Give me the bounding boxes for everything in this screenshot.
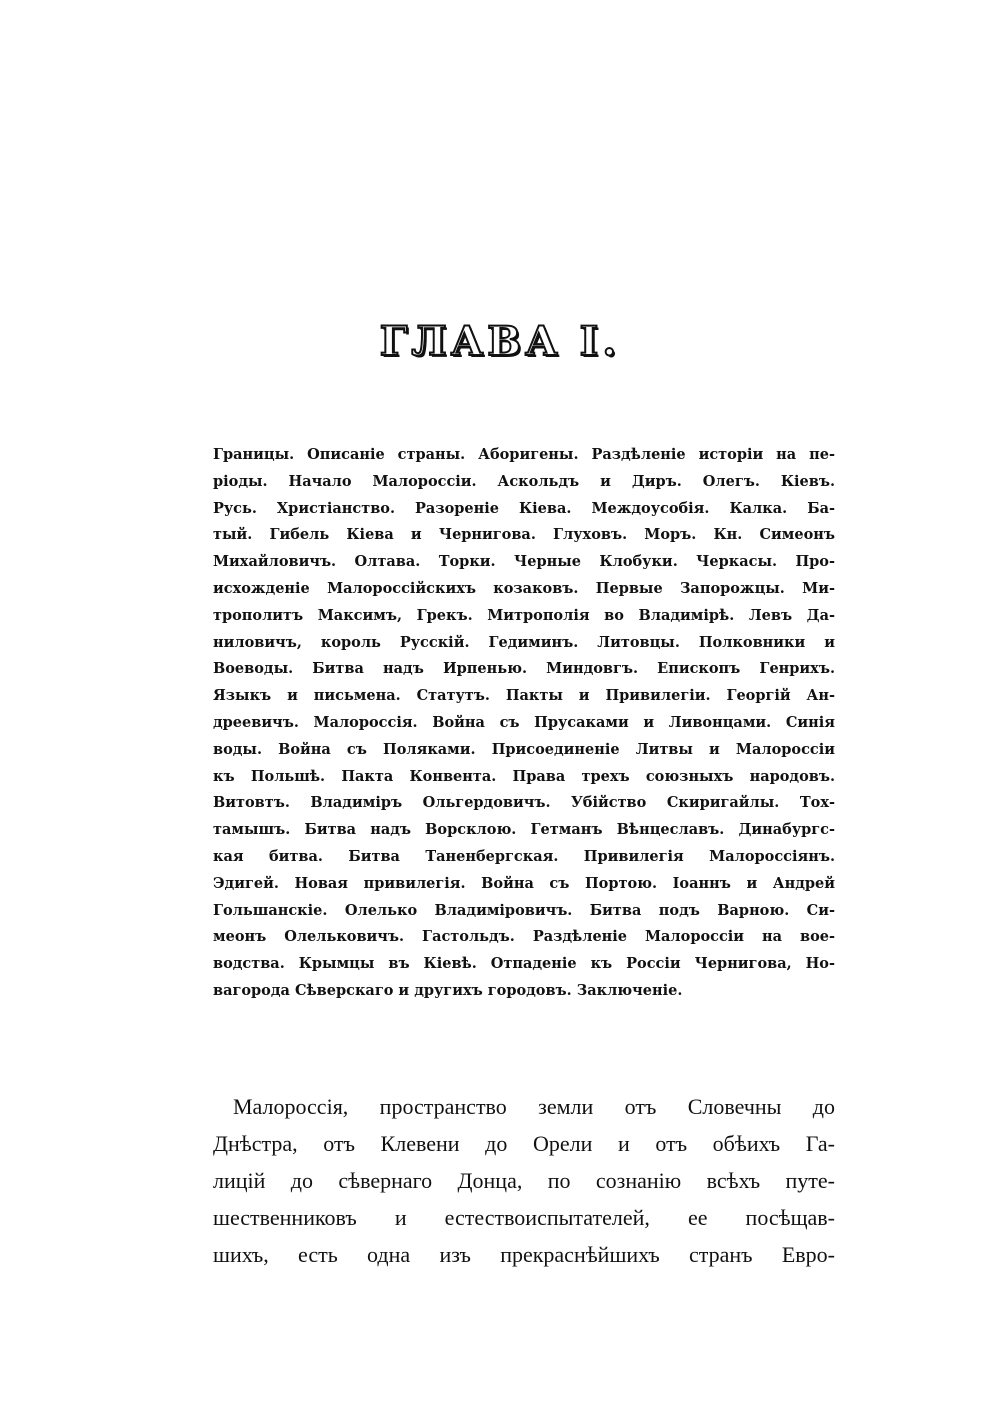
body-line: Малороссія, пространство земли отъ Словечны до [233,1094,835,1119]
summary-line: воды. Война съ Поляками. Присоединеніе Литвы и Малороссіи [213,740,835,758]
body-paragraph [213,1088,835,1273]
summary-line: дреевичъ. Малороссія. Война съ Прусаками и Ливонцами. Синія [213,713,835,731]
summary-line: кая битва. Битва Таненбергская. Привилегія Малороссіянъ. [213,847,835,865]
summary-line: къ Польшѣ. Пакта Конвента. Права трехъ союзныхъ народовъ. [213,767,835,785]
body-line: шихъ, есть одна изъ прекраснѣйшихъ странъ Евро- [213,1242,835,1267]
summary-line: трополитъ Максимъ, Грекъ. Митрополія во Владимірѣ. Левъ Да- [213,606,835,624]
summary-line: тый. Гибель Кіева и Чернигова. Глуховъ. Моръ. Кн. Симеонъ [213,526,835,544]
body-line: лицій до сѣвернаго Донца, по сознанію всѣхъ путе- [213,1168,835,1193]
summary-line: Границы. Описаніе страны. Аборигены. Раздѣленіе исторіи на пе- [213,446,835,463]
chapter-title: ГЛАВА I. [379,318,621,365]
summary-line: водства. Крымцы въ Кіевѣ. Отпаденіе къ Россіи Чернигова, Но- [213,955,835,973]
summary-line: меонъ Олельковичъ. Гастольдъ. Раздѣленіе Малороссіи на вое- [213,928,835,946]
body-line: Днѣстра, отъ Клевени до Орели и отъ обѣихъ Га- [213,1131,835,1156]
summary-line: ріоды. Начало Малороссіи. Аскольдъ и Диръ. Олегъ. Кіевъ. [213,472,835,490]
summary-line: Русь. Христіанство. Разореніе Кіева. Междоусобія. Калка. Ба- [213,499,835,517]
summary-line: Воеводы. Битва надъ Ирпенью. Миндовгъ. Епископъ Генрихъ. [213,660,835,678]
summary-line: вагорода Сѣверскаго и другихъ городовъ. Заключеніе. [213,981,683,999]
summary-line: исхожденіе Малороссійскихъ козаковъ. Первые Запорожцы. Ми- [213,579,835,597]
summary-line: Михайловичъ. Олтава. Торки. Черные Клобуки. Черкасы. Про- [213,553,835,571]
summary-line: тамышъ. Битва надъ Ворсклою. Гетманъ Вѣнцеславъ. Динабургс- [213,821,835,839]
summary-line: Гольшанскіе. Олелько Владиміровичъ. Битва подъ Варною. Си- [213,901,835,919]
chapter-summary [213,442,835,1005]
summary-line: Витовтъ. Владиміръ Ольгердовичъ. Убійство Скиригайлы. Тох- [213,794,835,812]
summary-line: Эдигей. Новая привилегія. Война съ Портою. Іоаннъ и Андрей [213,874,835,892]
body-line: шественниковъ и естествоиспытателей, ее посѣщав- [213,1205,835,1230]
summary-line: ниловичъ, король Русскій. Гедиминъ. Литовцы. Полковники и [213,633,835,651]
summary-line: Языкъ и письмена. Статутъ. Пакты и Привилегіи. Георгій Ан- [213,687,835,705]
